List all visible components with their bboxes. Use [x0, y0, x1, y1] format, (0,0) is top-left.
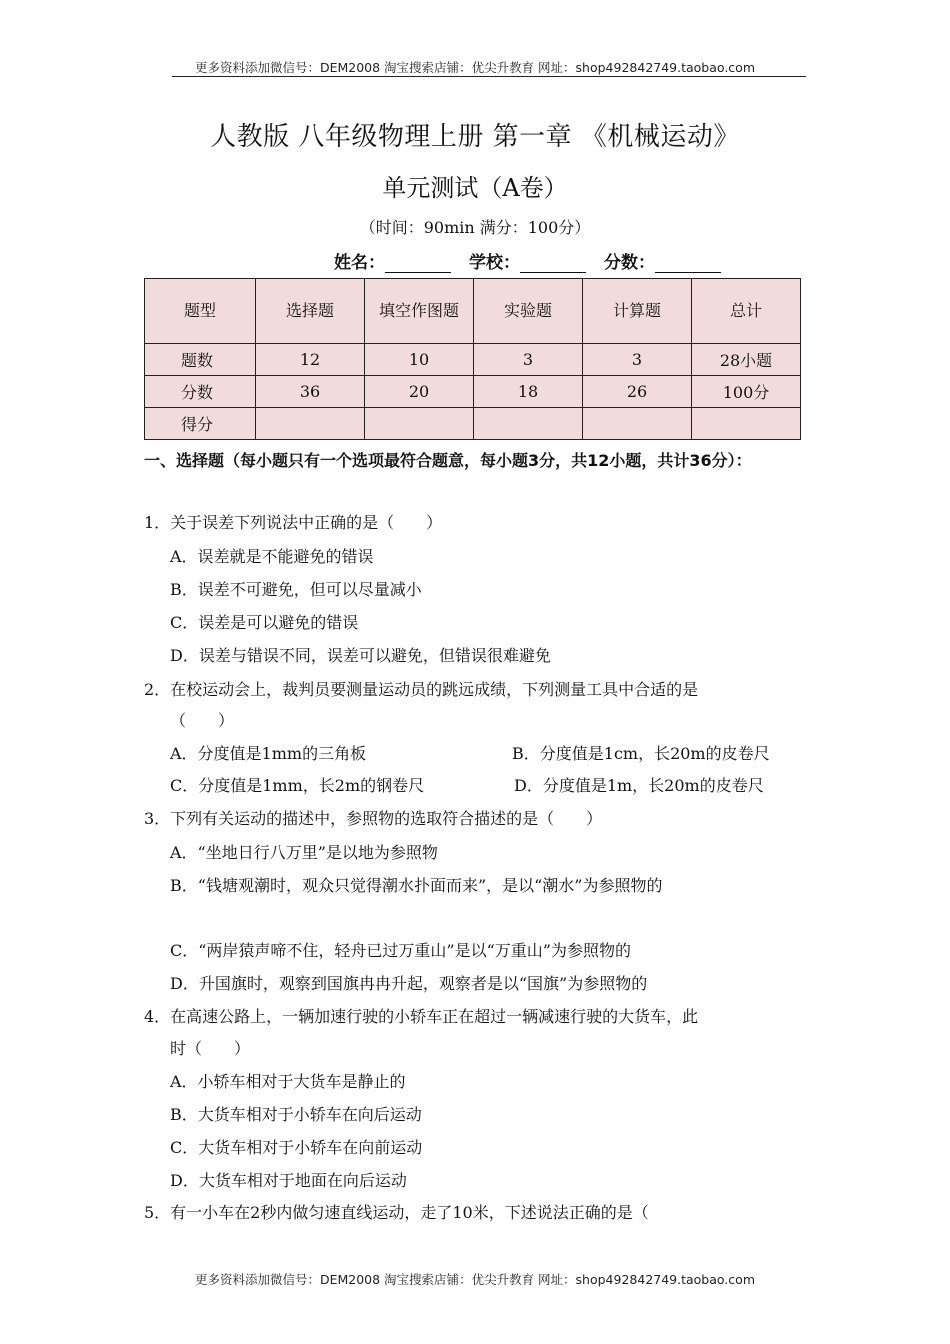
question-option: B．大货车相对于小轿车在向后运动	[170, 1105, 422, 1124]
question-option: D．升国旗时，观察到国旗冉冉升起，观察者是以“国旗”为参照物的	[170, 974, 648, 993]
name-label: 姓名：	[334, 253, 385, 273]
section-heading: 一、选择题（每小题只有一个选项最符合题意，每小题3分，共12小题，共计36分）：	[144, 451, 752, 470]
school-blank[interactable]	[520, 254, 586, 273]
table-row	[145, 408, 801, 440]
document-subtitle-title: 单元测试（A卷）	[382, 174, 568, 202]
question-option: A．误差就是不能避免的错误	[170, 547, 374, 566]
score-label: 分数：	[604, 253, 655, 273]
question-option: C．“两岸猿声啼不住，轻舟已过万重山”是以“万重山”为参照物的	[170, 941, 631, 960]
page-footer: 更多资料添加微信号：DEM2008 淘宝搜索店铺：优尖升教育 网址：shop492842749.taobao.com	[194, 1272, 756, 1287]
table-cell: 26	[583, 376, 692, 408]
table-cell: 3	[474, 344, 583, 376]
question-option: B．分度值是1cm，长20m的皮卷尺	[512, 744, 770, 763]
table-header-cell: 题型	[145, 279, 256, 344]
student-info-line	[334, 248, 739, 273]
name-blank[interactable]	[385, 254, 451, 273]
table-row	[145, 376, 801, 408]
question-option: B．“钱塘观潮时，观众只觉得潮水扑面而来”，是以“潮水”为参照物的	[170, 876, 663, 895]
table-cell: 3	[583, 344, 692, 376]
table-cell: 10	[365, 344, 474, 376]
table-row	[145, 344, 801, 376]
table-cell: 28小题	[692, 344, 801, 376]
question-option: A．“坐地日行八万里”是以地为参照物	[170, 843, 438, 862]
table-cell[interactable]	[474, 408, 583, 440]
question-option: C．误差是可以避免的错误	[170, 613, 359, 632]
question-option: D．误差与错误不同，误差可以避免，但错误很难避免	[170, 646, 551, 665]
table-cell: 20	[365, 376, 474, 408]
table-header-cell: 总计	[692, 279, 801, 344]
question-stem: 2．在校运动会上，裁判员要测量运动员的跳远成绩，下列测量工具中合适的是	[144, 680, 699, 699]
score-blank[interactable]	[655, 254, 721, 273]
table-cell: 36	[256, 376, 365, 408]
table-header-cell: 计算题	[583, 279, 692, 344]
table-cell[interactable]	[256, 408, 365, 440]
question-option: C．分度值是1mm，长2m的钢卷尺	[170, 776, 425, 795]
question-option: B．误差不可避免，但可以尽量减小	[170, 580, 422, 599]
table-cell[interactable]	[365, 408, 474, 440]
question-stem-continued: 时（ ）	[170, 1039, 251, 1058]
table-cell: 得分	[145, 408, 256, 440]
table-header-row	[145, 279, 801, 344]
page-header: 更多资料添加微信号：DEM2008 淘宝搜索店铺：优尖升教育 网址：shop492842749.taobao.com	[194, 60, 756, 75]
time-and-score-note: （时间：90min 满分：100分）	[359, 218, 591, 237]
table-header-cell: 填空作图题	[365, 279, 474, 344]
table-header-cell: 实验题	[474, 279, 583, 344]
question-option: D．大货车相对于地面在向后运动	[170, 1171, 407, 1190]
question-option: C．大货车相对于小轿车在向前运动	[170, 1138, 423, 1157]
document-title: 人教版 八年级物理上册 第一章 《机械运动》	[210, 122, 740, 152]
table-header-cell: 选择题	[256, 279, 365, 344]
question-stem: 4．在高速公路上，一辆加速行驶的小轿车正在超过一辆减速行驶的大货车，此	[144, 1007, 699, 1026]
table-cell: 100分	[692, 376, 801, 408]
score-table	[144, 278, 801, 440]
header-divider	[172, 76, 806, 77]
question-option: D．分度值是1m，长20m的皮卷尺	[514, 776, 764, 795]
question-stem: 1．关于误差下列说法中正确的是（ ）	[144, 513, 443, 532]
school-label: 学校：	[469, 253, 520, 273]
table-cell: 题数	[145, 344, 256, 376]
question-stem-continued: （ ）	[170, 711, 235, 730]
table-cell[interactable]	[583, 408, 692, 440]
table-cell[interactable]	[692, 408, 801, 440]
question-stem: 5．有一小车在2秒内做匀速直线运动，走了10米，下述说法正确的是（	[144, 1203, 649, 1222]
table-cell: 12	[256, 344, 365, 376]
table-cell: 18	[474, 376, 583, 408]
question-stem: 3．下列有关运动的描述中，参照物的选取符合描述的是（ ）	[144, 809, 603, 828]
question-option: A．小轿车相对于大货车是静止的	[170, 1072, 406, 1091]
table-cell: 分数	[145, 376, 256, 408]
question-option: A．分度值是1mm的三角板	[170, 744, 367, 763]
